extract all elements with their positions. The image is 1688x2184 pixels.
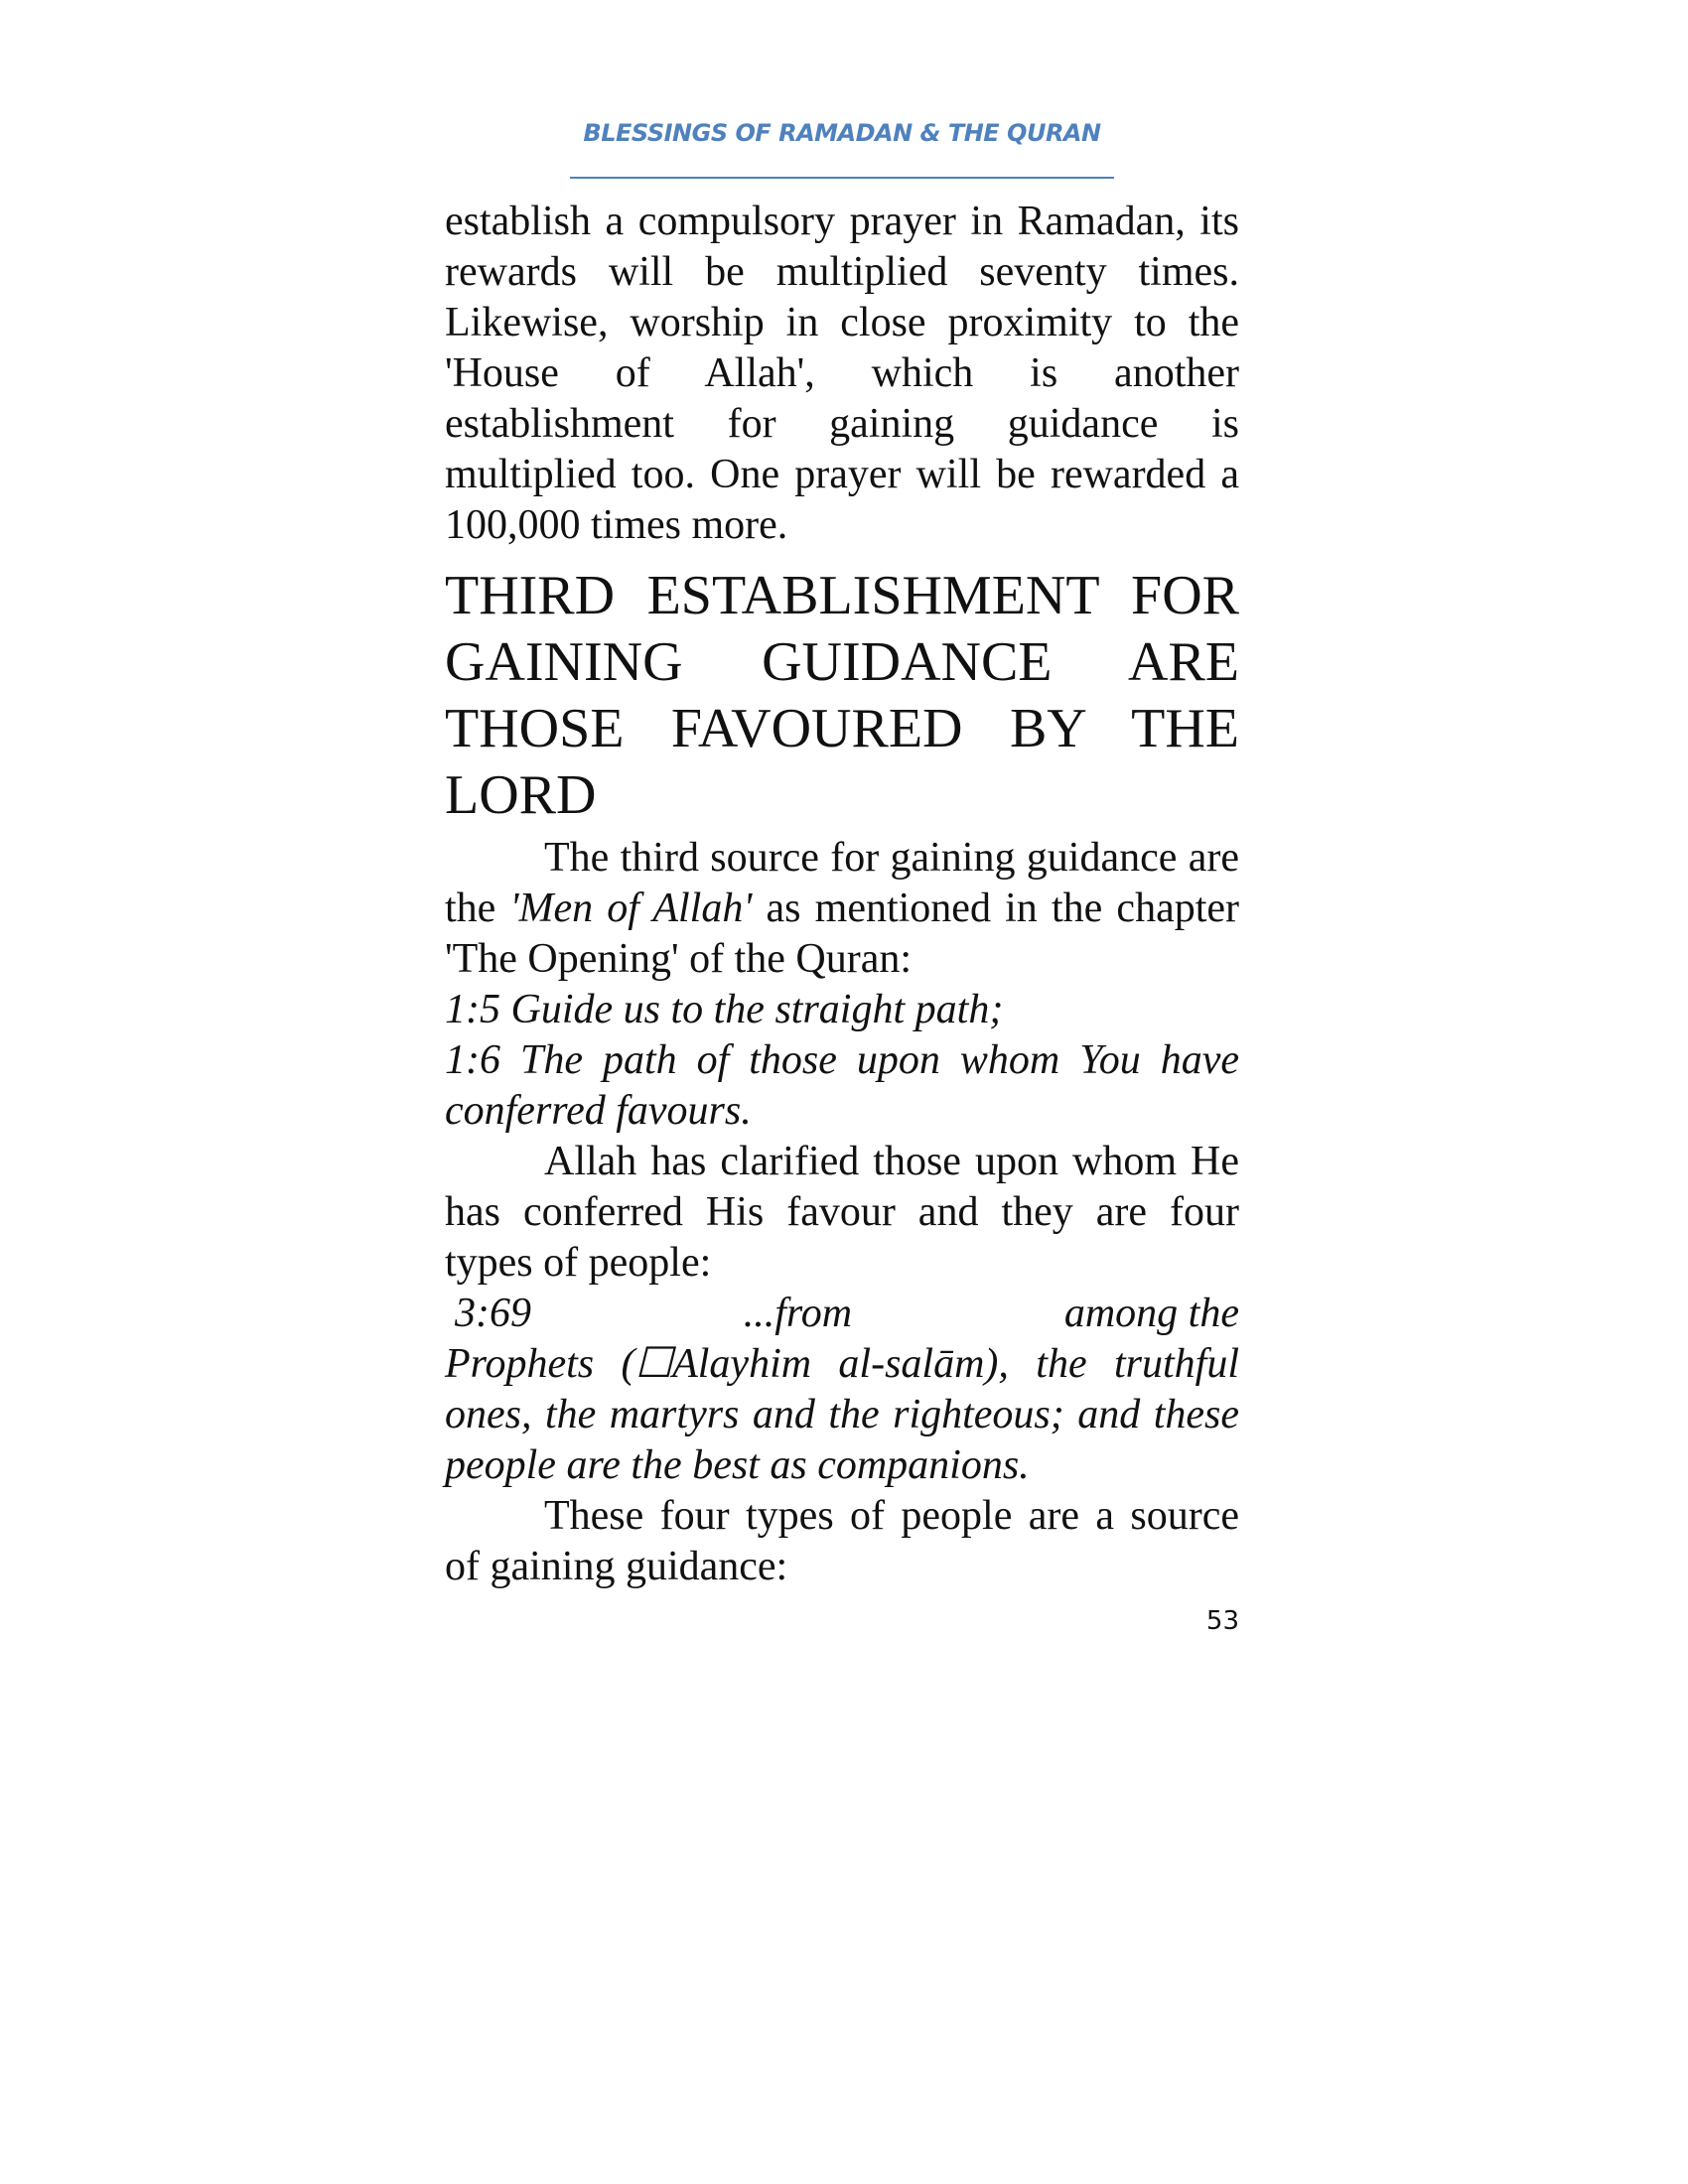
- verse-reference: 3:69: [455, 1291, 531, 1336]
- paragraph-third-source: [445, 833, 1239, 985]
- men-of-allah-italic: 'Men of Allah': [509, 886, 753, 931]
- verse-fragment: among the: [1063, 1291, 1239, 1336]
- running-header: BLESSINGS OF RAMADAN & THE QURAN: [583, 119, 1101, 147]
- paragraph-four-types: Allah has clarified those upon whom He has conferred His favour and they are four types of people:: [445, 1139, 1239, 1286]
- paragraph-text: The third source for gaining guidance are the: [445, 835, 1239, 931]
- verse-3-69-text: Prophets (☐Alayhim al-salām), the truthful ones, the martyrs and the righteous; and these people are the best as companions.: [445, 1341, 1239, 1488]
- page-number: 53: [1205, 1606, 1239, 1636]
- header-rule: [570, 177, 1114, 179]
- verse-1-5: 1:5 Guide us to the straight path;: [445, 987, 1004, 1032]
- verse-1-6: 1:6 The path of those upon whom You have conferred favours.: [445, 1037, 1239, 1134]
- paragraph-closing: These four types of people are a source of gaining guidance:: [445, 1493, 1239, 1589]
- verse-3-69-first-line: [445, 1289, 1239, 1339]
- paragraph-continuation: establish a compulsory prayer in Ramadan, its rewards will be multiplied seventy times. Likewise, worship in close proximity to the 'House of Allah', which is another establishment for gaining guidance is multiplied too. One prayer will be rewarded a 100,000 times more.: [445, 199, 1239, 548]
- verse-fragment: ...from: [743, 1291, 853, 1336]
- paragraph-text: as mentioned in the chapter 'The Opening' of the Quran:: [445, 886, 1240, 982]
- page-body: [445, 197, 1239, 1592]
- section-heading: THIRD ESTABLISHMENT FOR GAINING GUIDANCE ARE THOSE FAVOURED BY THE LORD: [445, 565, 1239, 826]
